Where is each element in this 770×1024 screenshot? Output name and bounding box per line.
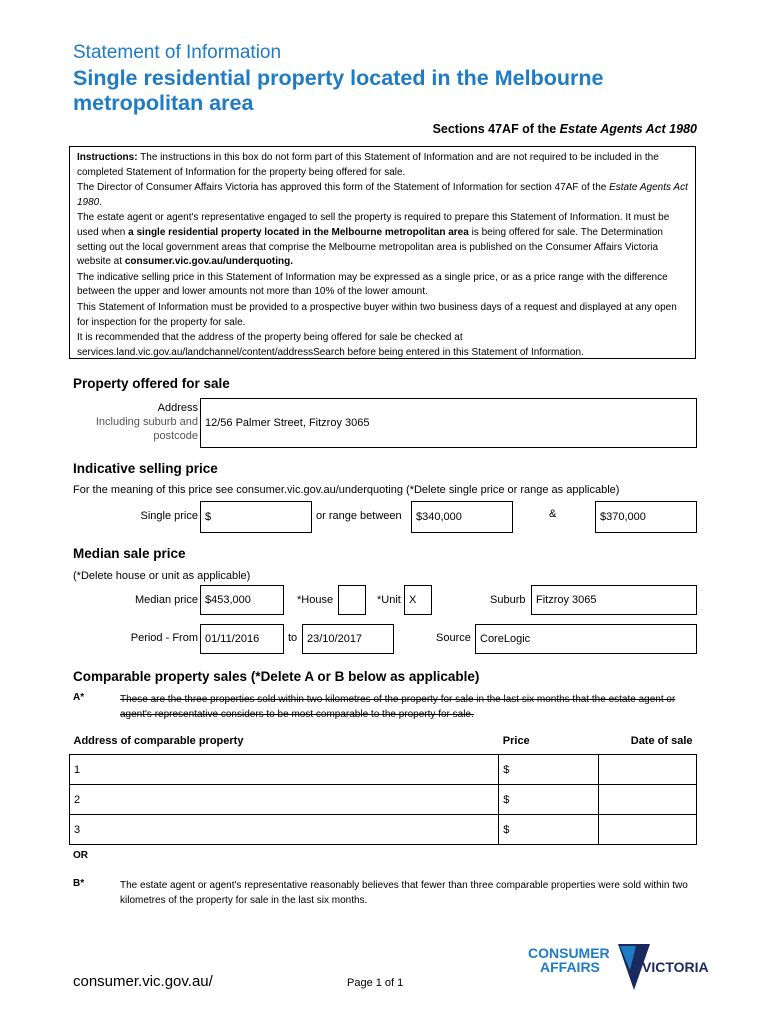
range-ampersand: & <box>549 508 557 520</box>
address-label-line2: Including suburb and <box>95 416 198 428</box>
instructions-p2 <box>77 181 688 210</box>
source-label: Source <box>436 632 471 644</box>
instructions-p3-link[interactable]: consumer.vic.gov.au/underquoting. <box>124 256 293 268</box>
sections-reference <box>433 122 697 136</box>
table-row <box>70 785 697 815</box>
unit-checkbox[interactable]: X <box>404 585 432 615</box>
source-field[interactable]: CoreLogic <box>475 624 697 654</box>
instructions-p2-b: Estate Agents Act 1980 <box>77 182 688 208</box>
period-from-field[interactable]: 01/11/2016 <box>200 624 284 654</box>
comparable-table <box>69 734 697 845</box>
period-to-field[interactable]: 23/10/2017 <box>302 624 394 654</box>
comparable-heading: Comparable property sales (*Delete A or B below as applicable) <box>73 669 480 684</box>
comparable-table-header <box>70 734 697 755</box>
median-note: (*Delete house or unit as applicable) <box>73 570 251 582</box>
instructions-p6: It is recommended that the address of the property being offered for sale be checked at services.land.vic.gov.au/landchannel/content/addressSearch before being entered in this Statement of Information. <box>77 332 584 358</box>
instructions-p3-c: is being offered for sale. The Determination setting out the local government areas that comprise the Melbourne metropolitan area is published on the Consumer Affairs Victoria website at <box>77 226 663 268</box>
instructions-p1-text: The instructions in this box do not form part of this Statement of Information and are not required to be included in the completed Statement of Information for the property being offered for sale. <box>77 152 659 178</box>
property-heading: Property offered for sale <box>73 376 230 391</box>
address-label-line1: Address <box>157 402 198 414</box>
row-price-cell[interactable]: $ <box>499 755 599 785</box>
row-address-cell[interactable]: 1 <box>70 755 499 785</box>
unit-label: *Unit <box>377 594 401 606</box>
period-to-label: to <box>288 632 298 644</box>
col-address: Address of comparable property <box>73 735 244 747</box>
address-label-line3: postcode <box>153 430 198 442</box>
sections-act: Estate Agents Act 1980 <box>559 122 697 136</box>
indicative-heading: Indicative selling price <box>73 461 218 476</box>
page-number: Page 1 of 1 <box>347 977 404 989</box>
instructions-p3-a: The estate agent or agent's representative engaged to sell the property is required to prepare this Statement of Information. It must be used when <box>77 212 670 238</box>
instructions-p2-a: The Director of Consumer Affairs Victoria has approved this form of the Statement of Information for section 47AF of the <box>77 182 610 194</box>
address-label <box>73 401 198 443</box>
instructions-p3 <box>77 211 688 269</box>
document-title <box>73 66 713 116</box>
logo-line-2b: VICTORIA <box>642 959 709 975</box>
victoria-triangle-icon <box>616 944 652 992</box>
option-a-label: A* <box>73 692 85 703</box>
suburb-field[interactable]: Fitzroy 3065 <box>531 585 697 615</box>
instructions-p3-b: a single residential property located in the Melbourne metropolitan area <box>128 226 469 238</box>
col-date: Date of sale <box>630 735 693 747</box>
median-price-field[interactable]: $453,000 <box>200 585 284 615</box>
range-high-field[interactable]: $370,000 <box>595 501 697 533</box>
indicative-note: For the meaning of this price see consumer.vic.gov.au/underquoting (*Delete single price or range as applicable) <box>73 484 620 496</box>
range-low-field[interactable]: $340,000 <box>411 501 513 533</box>
table-row <box>70 755 697 785</box>
period-from-label: Period - From <box>130 632 198 644</box>
instructions-p2-c: . <box>99 196 103 208</box>
instructions-p5: This Statement of Information must be provided to a prospective buyer within two business days of a request and displayed at any open for inspection for the property for sale. <box>77 301 677 328</box>
logo-line-2a: AFFAIRS <box>540 959 600 975</box>
consumer-affairs-logo <box>528 944 708 992</box>
instructions-box <box>69 146 696 359</box>
address-field[interactable]: 12/56 Palmer Street, Fitzroy 3065 <box>200 398 697 448</box>
row-price-cell[interactable]: $ <box>499 815 599 845</box>
single-price-field[interactable]: $ <box>200 501 312 533</box>
or-label: OR <box>73 850 88 861</box>
table-row <box>70 815 697 845</box>
instructions-label: Instructions: <box>77 152 138 163</box>
row-price-cell[interactable]: $ <box>499 785 599 815</box>
document-subtitle: Statement of Information <box>73 42 282 63</box>
instructions-p1 <box>77 151 688 180</box>
row-date-cell[interactable] <box>599 785 697 815</box>
logo-line-1: CONSUMER <box>528 945 610 961</box>
sections-prefix: Sections 47AF of the <box>432 122 560 136</box>
title-line-2: metropolitan area <box>73 91 254 115</box>
row-date-cell[interactable] <box>599 755 697 785</box>
option-b-label: B* <box>73 878 85 889</box>
house-label: *House <box>297 594 334 606</box>
title-line-1: Single residential property located in the Melbourne <box>73 66 604 90</box>
row-address-cell[interactable]: 3 <box>70 815 499 845</box>
option-a-text: These are the three properties sold within two kilometres of the property for sale in the last six months that the estate agent or agent's representative considers to be most comparable to the property for sale. <box>120 694 676 720</box>
footer-url[interactable]: consumer.vic.gov.au/ <box>73 973 213 990</box>
single-price-label: Single price <box>140 510 198 522</box>
suburb-label: Suburb <box>490 594 526 606</box>
instructions-p4: The indicative selling price in this Statement of Information may be expressed as a single price, or as a price range with the difference between the upper and lower amounts not more than 10% of the lower amount. <box>77 271 668 298</box>
median-price-label: Median price <box>135 594 198 606</box>
col-price: Price <box>502 735 530 747</box>
row-address-cell[interactable]: 2 <box>70 785 499 815</box>
median-heading: Median sale price <box>73 546 186 561</box>
house-checkbox[interactable] <box>338 585 366 615</box>
row-date-cell[interactable] <box>599 815 697 845</box>
option-b-text: The estate agent or agent's representative reasonably believes that fewer than three comparable properties were sold within two kilometres of the property for sale in the last six months. <box>120 880 688 906</box>
range-between-label: or range between <box>316 510 402 522</box>
